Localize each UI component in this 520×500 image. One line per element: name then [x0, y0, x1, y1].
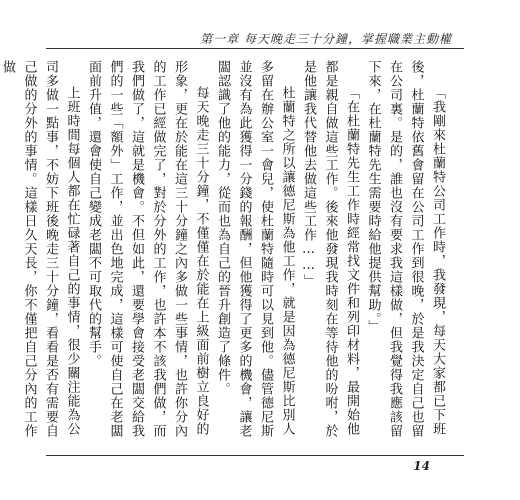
paragraph: 「我剛來杜蘭特公司工作時，我發現，每天大家都已下班後，杜蘭特依舊會留在公司工作到很晚，於是我決定自己也留在公司裏。是的，誰也沒有要求我這樣做，但我覺得我應該留下來，在杜蘭特先生需要時給他提供幫助。」	[365, 60, 445, 438]
paragraph: 「在杜蘭特先生工作時經常找文件和列印材料，最開始他都是親自做這些工作。後來他發現我時刻在等待他的吩咐，於是他讓我代替他去做這些工作……」	[301, 60, 359, 438]
page-number: 14	[413, 459, 430, 473]
running-header: 第一章 每天晚走三十分鐘，掌握職業主動權	[200, 32, 452, 46]
body-text	[0, 60, 448, 440]
paragraph: 杜蘭特之所以讓德尼斯為他工作，就是因為德尼斯比別人多留在辦公室一會兒，使杜蘭特隨時可以見到他。儘管德尼斯並沒有為此獲得一分錢的報酬，但他獲得了更多的機會，讓老闆認識了他的能力，從而也為自己的晉升創造了條件。	[215, 60, 295, 438]
paragraph: 上班時間每個人都在忙碌著自己的事情，很少關注能為公司多做一點事，不妨下班後晚走三十分鐘，看看是否有需要自己做的分外的事情。這樣日久天長，你不僅把自己分內的工作做	[0, 60, 80, 438]
header-rule	[46, 48, 464, 49]
footer-rule	[46, 455, 464, 456]
paragraph: 每天晚走三十分鐘，不僅僅在於能在上級面前樹立良好的形象，更在於能在這三十分鐘之內多做一些事情，也許你分內的工作已經做完了，對於分外的工作，也許本不該我們做，而我們做了，這就是機會。不但如此，還要學會接受老闆交給我們的一些「額外」工作，並出色地完成，這樣可使自己在老闆面前升值，還會使自己變成老闆不可取代的幫手。	[86, 60, 209, 438]
